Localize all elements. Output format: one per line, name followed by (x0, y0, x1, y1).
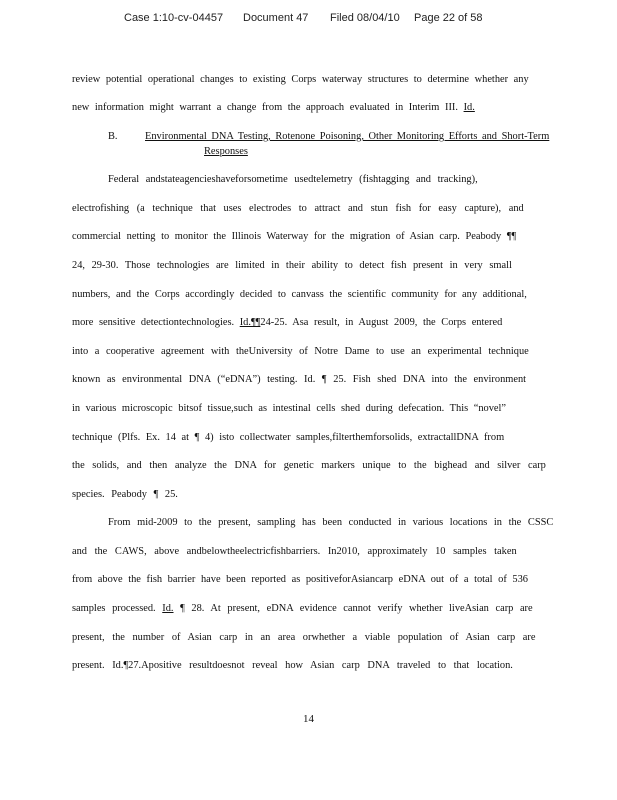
citation-id: Id. (463, 102, 475, 113)
text-line: electrofishing (a technique that uses electrodes to attract and stun fish for easy capture), and (72, 203, 524, 214)
section-heading: Environmental DNA Testing, Rotenone Poisoning, Other Monitoring Efforts and Short-Term (145, 131, 550, 142)
text-line: samples processed. Id. ¶ 28. At present, eDNA evidence cannot verify whether liveAsian carp are (72, 603, 533, 614)
text-line: from above the fish barrier have been reported as positiveforAsiancarp eDNA out of a total of 536 (72, 574, 528, 585)
text-line: Federal andstateagencieshaveforsometime usedtelemetry (fishtagging and tracking), (108, 174, 478, 185)
text-line: present. Id.¶27.Apositive resultdoesnot reveal how Asian carp DNA traveled to that location. (72, 660, 513, 671)
section-heading-continued: Responses (204, 146, 248, 157)
text-line: From mid-2009 to the present, sampling has been conducted in various locations in the CSSC (108, 517, 554, 528)
text-line: known as environmental DNA (“eDNA”) testing. Id. ¶ 25. Fish shed DNA into the environment (72, 374, 527, 385)
text-line: technique (Plfs. Ex. 14 at ¶ 4) isto collectwater samples,filterthemforsolids, extractallDNA from (72, 432, 505, 443)
section-letter: B. (108, 131, 118, 142)
citation-id: Id.¶¶ (239, 317, 261, 328)
document-number: Document 47 (243, 12, 309, 24)
text-line: and the CAWS, above andbelowtheelectricfishbarriers. In2010, approximately 10 samples taken (72, 546, 517, 557)
case-number: Case 1:10-cv-04457 (124, 12, 224, 24)
text-line: into a cooperative agreement with theUniversity of Notre Dame to use an experimental technique (72, 346, 529, 357)
page-number: 14 (303, 713, 314, 725)
text-line: more sensitive detectiontechnologies. Id.¶¶24-25. Asa result, in August 2009, the Corps entered (72, 317, 503, 328)
filed-date: Filed 08/04/10 (330, 12, 400, 24)
text-line: review potential operational changes to existing Corps waterway structures to determine whether any (72, 74, 529, 85)
page-indicator: Page 22 of 58 (414, 12, 483, 24)
text-line: the solids, and then analyze the DNA for genetic markers unique to the bighead and silver carp (72, 460, 546, 471)
text-line: numbers, and the Corps accordingly decided to canvass the scientific community for any additional, (72, 289, 527, 300)
text-line: 24, 29-30. Those technologies are limited in their ability to detect fish present in very small (72, 260, 512, 271)
text-line: commercial netting to monitor the Illinois Waterway for the migration of Asian carp. Peabody ¶¶ (72, 231, 517, 242)
text-line: new information might warrant a change from the approach evaluated in Interim III. Id. (72, 102, 475, 113)
citation-id: Id. (162, 603, 174, 614)
text-line: species. Peabody ¶ 25. (72, 489, 178, 500)
text-line: present, the number of Asian carp in an area orwhether a viable population of Asian carp are (72, 632, 536, 643)
text-line: in various microscopic bitsof tissue,such as intestinal cells shed during defecation. This “novel” (72, 403, 507, 414)
